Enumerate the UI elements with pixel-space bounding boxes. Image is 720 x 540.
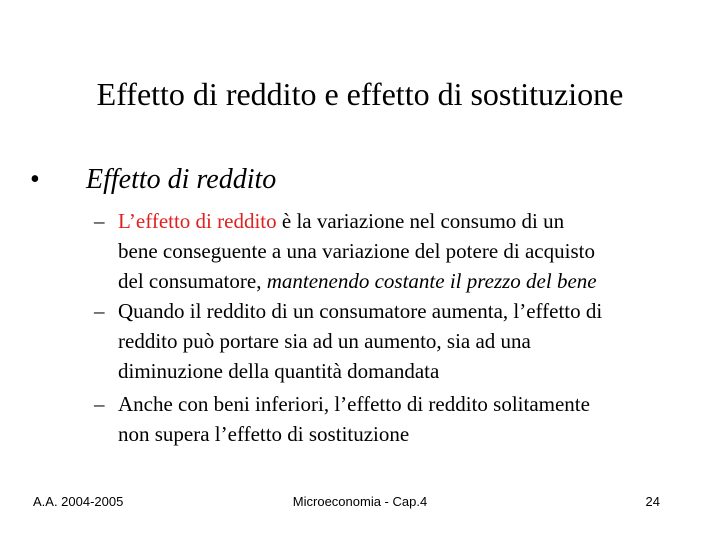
dash-icon: –	[94, 299, 105, 323]
sub-bullet-1-text	[118, 206, 698, 296]
sub-bullet-2-line-2: reddito può portare sia ad un aumento, sia ad una	[118, 329, 531, 353]
sub-bullet-2-line-1: Quando il reddito di un consumatore aumenta, l’effetto di	[118, 299, 603, 323]
sub-bullet-3-line-2: non supera l’effetto di sostituzione	[118, 422, 410, 446]
dash-icon: –	[94, 392, 105, 416]
main-bullet	[30, 162, 276, 198]
footer-academic-year: A.A. 2004-2005	[33, 494, 124, 509]
line-text: del consumatore,	[118, 269, 267, 293]
sub-bullet-2-text	[118, 296, 698, 386]
sub-bullet-2-line-3: diminuzione della quantità domandata	[118, 359, 440, 383]
dash-icon: –	[94, 209, 105, 233]
bullet-dot-icon: •	[30, 164, 40, 195]
sub-bullet-1-line-3	[118, 266, 698, 296]
highlighted-term: L’effetto di reddito	[118, 209, 277, 233]
sub-bullet-1-line-2: bene conseguente a una variazione del potere di acquisto	[118, 239, 595, 263]
line-text: è la variazione nel consumo di un	[276, 209, 565, 233]
footer-course: Microeconomia - Cap.4	[292, 494, 428, 509]
sub-bullet-3-line-1: Anche con beni inferiori, l’effetto di reddito solitamente	[118, 392, 590, 416]
sub-bullet-3-text	[118, 389, 698, 449]
slide-title: Effetto di reddito e effetto di sostituzione	[96, 76, 624, 112]
footer-page-number: 24	[645, 494, 660, 509]
sub-bullet-1-line-1	[118, 206, 698, 236]
main-bullet-text: Effetto di reddito	[86, 164, 277, 195]
italic-emphasis: mantenendo costante il prezzo del bene	[266, 269, 597, 293]
